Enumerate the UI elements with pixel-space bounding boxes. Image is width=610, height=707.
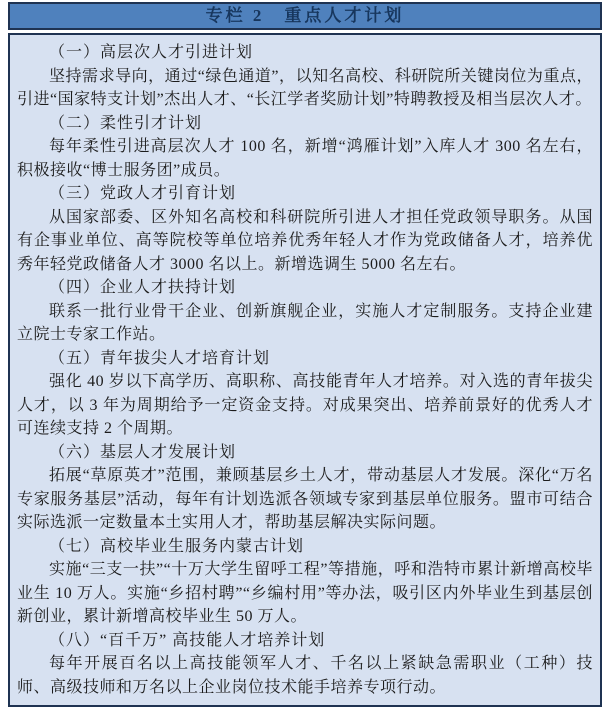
plan-section (17, 41, 593, 112)
plan-section (17, 112, 593, 183)
panel-title: 专栏 2 重点人才计划 (8, 2, 602, 30)
plan-section (17, 276, 593, 347)
panel-body (8, 33, 602, 707)
section-body: 联系一批行业骨干企业、创新旗舰企业，实施人才定制服务。支持企业建立院士专家工作站。 (17, 302, 593, 343)
section-body: 坚持需求导向，通过“绿色通道”，以知名高校、科研院所关键岗位为重点，引进“国家特支计划”杰出人才、“长江学者奖励计划”特聘教授及相当层次人才。 (17, 67, 593, 108)
section-heading: （四）企业人才扶持计划 (49, 279, 237, 296)
section-body: 每年开展百名以上高技能领军人才、千名以上紧缺急需职业（工种）技师、高级技师和万名以上企业岗位技术能手培养专项行动。 (17, 655, 593, 696)
plan-section (17, 347, 593, 441)
section-heading: （二）柔性引才计划 (49, 114, 203, 132)
plan-section (17, 629, 593, 700)
section-heading: （三）党政人才引育计划 (49, 185, 237, 202)
section-body: 每年柔性引进高层次人才 100 名，新增“鸿雁计划”入库人才 300 名左右，积极接收“博士服务团”成员。 (17, 138, 593, 179)
plan-section (17, 535, 593, 629)
plan-section (17, 182, 593, 276)
section-body: 强化 40 岁以下高学历、高职称、高技能青年人才培养。对入选的青年拔尖人才，以 3 年为周期给予一定资金支持。对成果突出、培养前景好的优秀人才可连续支持 2 个周期。 (17, 373, 593, 437)
section-body: 从国家部委、区外知名高校和科研院所引进人才担任党政领导职务。从国有企事业单位、高等院校等单位培养优秀年轻人才作为党政储备人才，培养优秀年轻党政储备人才 3000 名以上。新增选调生 5000 名左右。 (17, 208, 593, 273)
section-heading: （六）基层人才发展计划 (49, 443, 237, 461)
section-body: 拓展“草原英才”范围，兼顾基层乡土人才，带动基层人才发展。深化“万名专家服务基层”活动，每年有计划选派各领域专家到基层单位服务。盟市可结合实际选派一定数量本土实用人才，帮助基层解决实际问题。 (17, 467, 593, 531)
section-heading: （一）高层次人才引进计划 (49, 44, 254, 61)
section-heading: （八）“百千万” 高技能人才培养计划 (49, 631, 326, 649)
plan-section (17, 441, 593, 535)
section-body: 实施“三支一扶”“十万大学生留呼工程”等措施，呼和浩特市累计新增高校毕业生 10 万人。实施“乡招村聘”“乡编村用”等办法，吸引区内外毕业生到基层创新创业，累计新增高校毕业生 50 万人。 (17, 561, 593, 625)
section-heading: （五）青年拔尖人才培育计划 (49, 349, 271, 367)
section-heading: （七）高校毕业生服务内蒙古计划 (49, 537, 305, 555)
